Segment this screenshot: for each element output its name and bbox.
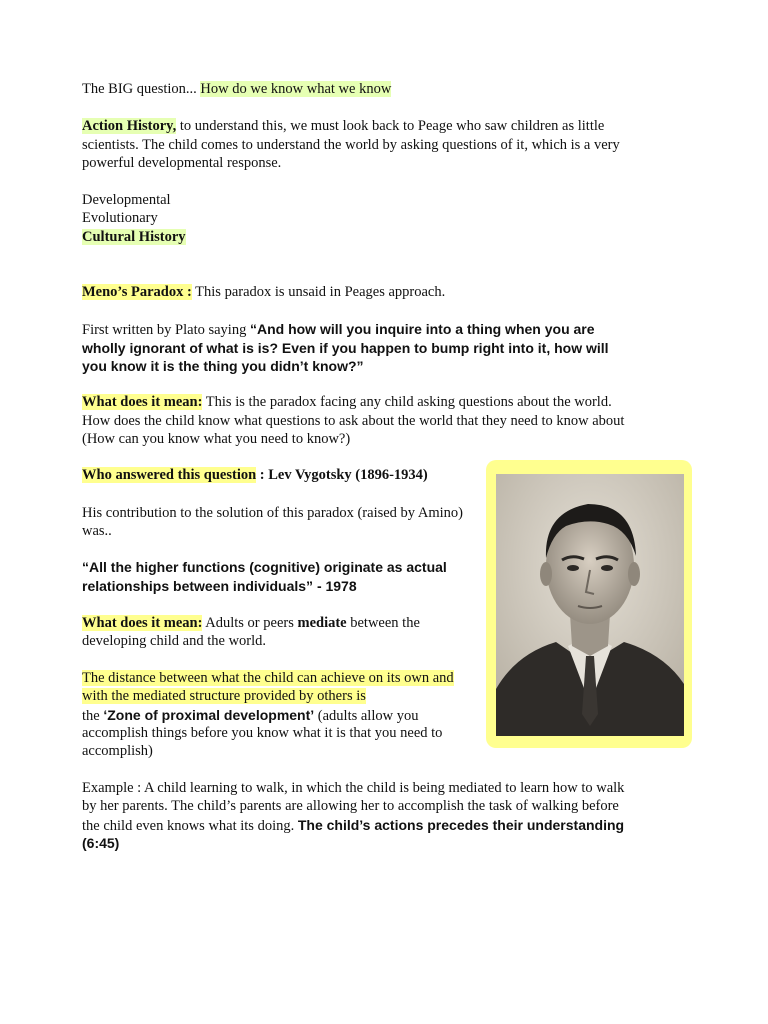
- meno-line: [82, 283, 445, 302]
- vygotsky-quote-2: relationships between individuals” - 1978: [82, 578, 357, 594]
- example-line-3: [82, 816, 624, 836]
- portrait-highlight-frame: [486, 460, 692, 748]
- meaning1-label: What does it mean:: [82, 394, 203, 410]
- plato-quote-1: “And how will you inquire into a thing when you are: [249, 321, 595, 337]
- example-text-3: the child even knows what its doing.: [82, 818, 298, 834]
- action-history-label: Action History,: [82, 118, 177, 134]
- who-label: Who answered this question: [82, 467, 257, 483]
- mediate-term: mediate: [297, 615, 347, 631]
- history-item-developmental: Developmental: [82, 192, 171, 208]
- zpd-term: ‘Zone of proximal development’: [103, 707, 315, 723]
- vygotsky-portrait-photo: [496, 474, 684, 736]
- history-item-evolutionary: Evolutionary: [82, 210, 158, 226]
- meaning1-line-1: [82, 393, 612, 412]
- example-line-4: (6:45): [82, 835, 120, 851]
- who-answer: : Lev Vygotsky (1896-1934): [256, 467, 428, 483]
- plato-quote-3: you know it is the thing you didn’t know?”: [82, 358, 364, 374]
- intro-line: [82, 80, 391, 99]
- plato-prefix: First written by Plato saying: [82, 322, 250, 338]
- meaning2-label: What does it mean:: [82, 615, 203, 631]
- zpd-line-4: accomplish things before you know what it is that you need to: [82, 725, 443, 741]
- zpd-line-2: [82, 687, 366, 706]
- meaning2-text-a: Adults or peers: [202, 615, 298, 631]
- plato-line-1: [82, 320, 595, 340]
- zpd-highlight-2: with the mediated structure provided by others is: [82, 688, 366, 704]
- zpd-highlight-1: The distance between what the child can achieve on its own and: [82, 670, 454, 686]
- action-history-line-1: [82, 117, 604, 136]
- meno-text: This paradox is unsaid in Peages approach.: [191, 284, 446, 300]
- meaning2-line-2: developing child and the world.: [82, 633, 267, 649]
- zpd-line-3: [82, 706, 418, 726]
- meaning1-line-3: (How can you know what you need to know?): [82, 431, 351, 447]
- meno-label: Meno’s Paradox :: [82, 284, 192, 300]
- zpd-suffix: (adults allow you: [314, 708, 419, 724]
- contribution-line-2: was..: [82, 523, 112, 539]
- zpd-line-5: accomplish): [82, 743, 153, 759]
- portrait-illustration: [496, 474, 684, 736]
- example-line-1: Example : A child learning to walk, in which the child is being mediated to learn how to walk: [82, 780, 625, 796]
- vygotsky-quote-1: “All the higher functions (cognitive) originate as actual: [82, 559, 447, 575]
- plato-quote-2: wholly ignorant of what is is? Even if you happen to bump right into it, how will: [82, 340, 609, 356]
- big-question-highlight: How do we know what we know: [200, 81, 392, 97]
- meaning2-line-1: [82, 614, 420, 633]
- meaning2-text-b: between the: [346, 615, 420, 631]
- contribution-line-1: His contribution to the solution of this paradox (raised by Amino): [82, 505, 463, 521]
- zpd-prefix: the: [82, 708, 104, 724]
- action-history-line-3: powerful developmental response.: [82, 155, 282, 171]
- cultural-history-label: Cultural History: [82, 229, 186, 245]
- who-line: [82, 466, 428, 485]
- history-item-cultural: [82, 228, 186, 247]
- example-bold: The child’s actions precedes their understanding: [297, 817, 625, 833]
- zpd-line-1: [82, 669, 454, 688]
- intro-prefix: The BIG question...: [82, 81, 201, 97]
- action-history-text-1: to understand this, we must look back to Peage who saw children as little: [176, 118, 605, 134]
- meaning1-text-1: This is the paradox facing any child asking questions about the world.: [202, 394, 612, 410]
- meaning1-line-2: How does the child know what questions to ask about the world that they need to know about: [82, 413, 625, 429]
- action-history-line-2: scientists. The child comes to understand the world by asking questions of it, which is a very: [82, 137, 620, 153]
- example-line-2: by her parents. The child’s parents are allowing her to accomplish the task of walking before: [82, 798, 619, 814]
